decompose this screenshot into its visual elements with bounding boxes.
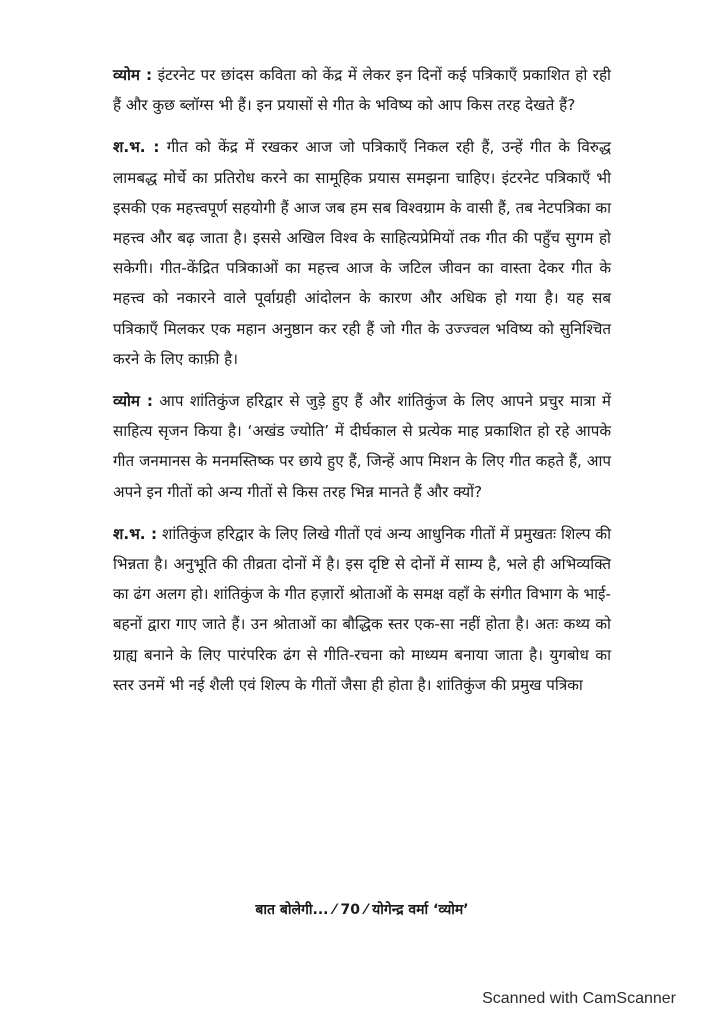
interview-answer bbox=[113, 132, 611, 374]
paragraph-text: गीत को केंद्र में रखकर आज जो पत्रिकाएँ निकल रही हैं, उन्हें गीत के विरुद्ध लामबद्ध मोर्चे का प्रतिरोध करने का सामूहिक प्रयास समझना चाहिए। इंटरनेट पत्रिकाएँ भी इसकी एक महत्त्वपूर्ण सहयोगी हैं आज जब हम सब विश्वग्राम के वासी हैं, तब नेटपत्रिका का महत्त्व और बढ़ जाता है। इससे अखिल विश्व के साहित्यप्रेमियों तक गीत की पहुँच सुगम हो सकेगी। गीत-केंद्रित पत्रिकाओं का महत्त्व आज के जटिल जीवन का वास्ता देकर गीत के महत्त्व को नकारने वाले पूर्वाग्रही आंदोलन के कारण और अधिक हो गया है। यह सब पत्रिकाएँ मिलकर एक महान अनुष्ठान कर रही हैं जो गीत के उज्ज्वल भविष्य को सुनिश्चित करने के लिए काफ़ी है। bbox=[113, 138, 611, 368]
speaker-label: श.भ. : bbox=[113, 138, 160, 157]
interview-question bbox=[113, 386, 611, 507]
interview-question bbox=[113, 60, 611, 120]
interview-answer bbox=[113, 519, 611, 700]
document-body bbox=[113, 60, 611, 712]
speaker-label: श.भ. : bbox=[113, 524, 158, 543]
paragraph-text: आप शांतिकुंज हरिद्वार से जुड़े हुए हैं और शांतिकुंज के लिए आपने प्रचुर मात्रा में साहित्य सृजन किया है। ‘अखंड ज्योति’ में दीर्घकाल से प्रत्येक माह प्रकाशित हो रहे आपके गीत जनमानस के मनमस्तिष्क पर छाये हुए हैं, जिन्हें आप मिशन के लिए गीत कहते हैं, आप अपने इन गीतों को अन्य गीतों से किस तरह भिन्न मानते हैं और क्यों? bbox=[113, 392, 611, 501]
paragraph-text: शांतिकुंज हरिद्वार के लिए लिखे गीतों एवं अन्य आधुनिक गीतों में प्रमुखतः शिल्प की भिन्नता है। अनुभूति की तीव्रता दोनों में है। इस दृष्टि से दोनों में साम्य है, भले ही अभिव्यक्ति का ढंग अलग हो। शांतिकुंज के गीत हज़ारों श्रोताओं के समक्ष वहाँ के संगीत विभाग के भाई-बहनों द्वारा गाए जाते हैं। उन श्रोताओं का बौद्धिक स्तर एक-सा नहीं होता है। अतः कथ्य को ग्राह्य बनाने के लिए पारंपरिक ढंग से गीति-रचना को माध्यम बनाया जाता है। युगबोध का स्तर उनमें भी नई शैली एवं शिल्प के गीतों जैसा ही होता है। शांतिकुंज की प्रमुख पत्रिका bbox=[113, 524, 612, 694]
speaker-label: व्योम : bbox=[113, 392, 153, 411]
page-footer: बात बोलेगी... ⁄ 70 ⁄ योगेन्द्र वर्मा ‘व्योम’ bbox=[255, 902, 469, 918]
paragraph-text: इंटरनेट पर छांदस कविता को केंद्र में लेकर इन दिनों कई पत्रिकाएँ प्रकाशित हो रही हैं और कुछ ब्लॉग्स भी हैं। इन प्रयासों से गीत के भविष्य को आप किस तरह देखते हैं? bbox=[113, 66, 611, 115]
speaker-label: व्योम : bbox=[113, 66, 153, 84]
scanner-watermark: Scanned with CamScanner bbox=[482, 990, 676, 1007]
